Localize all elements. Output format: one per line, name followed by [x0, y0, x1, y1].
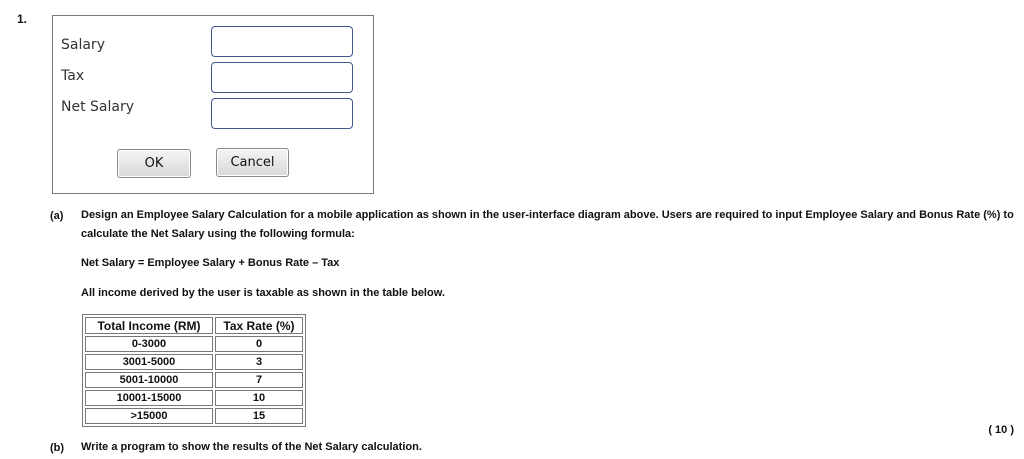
rate-cell: 7	[215, 372, 303, 388]
tax-input[interactable]	[211, 62, 353, 93]
salary-label: Salary	[61, 37, 105, 53]
part-b-text: Write a program to show the results of the Net Salary calculation.	[81, 441, 422, 453]
net-salary-label: Net Salary	[61, 99, 135, 115]
table-row	[85, 336, 303, 352]
part-a-text-line2: calculate the Net Salary using the following formula:	[81, 228, 355, 240]
ok-button[interactable]: OK	[117, 149, 191, 178]
table-header-row	[85, 317, 303, 334]
income-cell: >15000	[85, 408, 213, 424]
rate-cell: 3	[215, 354, 303, 370]
table-row	[85, 390, 303, 406]
net-salary-input[interactable]	[211, 98, 353, 129]
rate-cell: 10	[215, 390, 303, 406]
table-row	[85, 372, 303, 388]
income-cell: 5001-10000	[85, 372, 213, 388]
income-cell: 3001-5000	[85, 354, 213, 370]
salary-input[interactable]	[211, 26, 353, 57]
header-tax-rate: Tax Rate (%)	[215, 317, 303, 334]
income-cell: 10001-15000	[85, 390, 213, 406]
part-a-label: (a)	[50, 210, 64, 222]
rate-cell: 0	[215, 336, 303, 352]
income-cell: 0-3000	[85, 336, 213, 352]
marks-allocation: ( 10 )	[988, 424, 1014, 436]
taxable-note: All income derived by the user is taxable as shown in the table below.	[81, 287, 445, 299]
header-total-income: Total Income (RM)	[85, 317, 213, 334]
rate-cell: 15	[215, 408, 303, 424]
question-number: 1.	[17, 12, 28, 26]
tax-label: Tax	[61, 68, 85, 84]
table-row	[85, 354, 303, 370]
tax-rate-table	[82, 314, 306, 427]
part-a-text-line1: Design an Employee Salary Calculation for a mobile application as shown in the user-interface diagram above. Users are required to input Employee Salary and Bonus Rate (%) to	[81, 209, 1014, 221]
net-salary-formula: Net Salary = Employee Salary + Bonus Rate – Tax	[81, 257, 340, 269]
salary-form-mockup	[52, 15, 374, 194]
table-row	[85, 408, 303, 424]
cancel-button[interactable]: Cancel	[216, 148, 289, 177]
part-b-label: (b)	[50, 442, 65, 454]
